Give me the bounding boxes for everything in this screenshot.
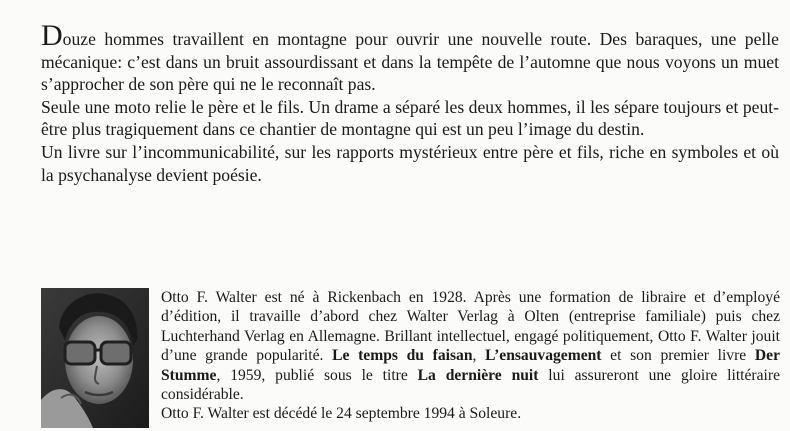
book-title-l-ensauvagement: L’ensauvagement [485, 347, 602, 365]
author-portrait [41, 288, 149, 428]
bio-text-2: et son premier livre [601, 347, 755, 365]
drop-cap: D [41, 19, 63, 52]
summary-paragraph-1-text: ouze hommes travaillent en montagne pour ouvrir une nouvelle route. Des baraques, une pelle mécanique: c’est dans un bruit assourdissant et dans la tempête de l’automne que nous voyons un muet s’approcher de son père qui ne le reconnaît pas. [41, 29, 779, 95]
bio-separator: , [472, 347, 486, 365]
summary-paragraph-3: Un livre sur l’incommunicabilité, sur les rapports mystérieux entre père et fils, riche en symboles et où la psychanalyse devient poésie. [41, 141, 779, 185]
biography-paragraph [161, 288, 780, 404]
summary-paragraph-1 [41, 19, 779, 96]
book-title-le-temps-du-faisan: Le temps du faisan [332, 347, 473, 365]
author-biography [161, 288, 780, 424]
book-title-der-stumme: Der Stumme [161, 347, 780, 384]
author-bio-section [41, 288, 781, 428]
bio-text-1: Otto F. Walter est né à Rickenbach en 1928. Après une formation de libraire et d’employé d’édition, il travaille d’abord chez Walter Verlag à Olten (entreprise familiale) puis chez Luchterhand Verlag en Allemagne. Brillant intellectuel, engagé politiquement, Otto F. Walter jouit d’une grande popularité. [161, 289, 780, 365]
biography-death-line: Otto F. Walter est décédé le 24 septembre 1994 à Soleure. [161, 405, 522, 423]
bio-text-3: , 1959, publié sous le titre [216, 366, 418, 384]
book-title-la-derniere-nuit: La dernière nuit [417, 366, 539, 384]
author-portrait-image [41, 288, 149, 428]
book-summary [41, 19, 779, 186]
bio-text-4: lui assureront une gloire littéraire considérable. [161, 366, 780, 404]
summary-paragraph-2: Seule une moto relie le père et le fils. Un drame a séparé les deux hommes, il les sépare toujours et peut-être plus tragiquement dans ce chantier de montagne qui est un peu l’image du destin. [41, 96, 779, 140]
